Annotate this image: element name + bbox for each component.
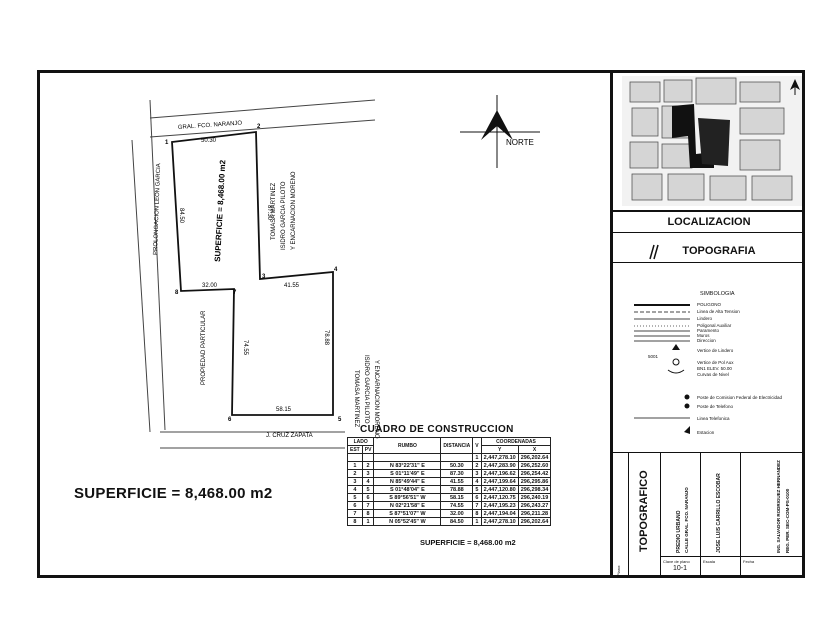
table-row: 1 2,447,278.10 296,202.64 xyxy=(348,454,551,462)
cuadro-footer: SUPERFICIE = 8,468.00 m2 xyxy=(420,538,516,547)
distance-label: 41.55 xyxy=(284,283,300,289)
header-est: EST xyxy=(348,446,363,454)
rule xyxy=(660,453,661,578)
table-row: 4 5 S 01°48'04" E 78.88 5 2,447,120.80 296,298.34 xyxy=(348,486,551,494)
table-row: 3 4 N 85°49'44" E 41.55 4 2,447,199.64 296,295.86 xyxy=(348,478,551,486)
escala-label: Escala xyxy=(703,559,716,564)
vertex-label: 6 xyxy=(228,417,232,423)
cuadro-title: CUADRO DE CONSTRUCCION xyxy=(360,424,514,435)
table-row: 7 8 S 87°51'07" W 32.00 8 2,447,194.04 296,211.28 xyxy=(348,510,551,518)
header-x: X xyxy=(518,446,551,454)
rule xyxy=(613,262,805,263)
legend-item: Poligonal Auxiliar xyxy=(697,323,732,328)
rule xyxy=(740,453,741,578)
vertex-label: 8 xyxy=(175,290,179,296)
legend-item: Muros xyxy=(697,333,710,338)
calle-text: CALLE GRAL. FCO. NARANJO xyxy=(684,487,689,553)
header-rumbo: RUMBO xyxy=(374,438,441,454)
construction-table xyxy=(347,437,551,526)
street-left: PROLONGACION LEON GARCIA xyxy=(153,163,163,256)
location-map xyxy=(622,76,802,206)
fecha-label: Fecha xyxy=(743,559,755,564)
topografia-icon xyxy=(648,244,660,260)
responsible-name: ING. SALVADOR RODRIGUEZ HERNANDEZ xyxy=(776,460,781,553)
north-label: NORTE xyxy=(506,138,534,147)
neighbor-2-line-1: TOMASA MARTINEZ xyxy=(353,370,359,428)
distance-label: 32.00 xyxy=(202,283,218,289)
lot-polygon xyxy=(172,132,333,415)
plano-label: Plano: xyxy=(616,564,621,576)
table-row: 8 1 N 05°52'45" W 84.50 1 2,447,278.10 296,202.64 xyxy=(348,518,551,526)
topografico-title: TOPOGRAFICO xyxy=(638,470,650,552)
legend-item: Linea de Alta Tension xyxy=(697,309,740,314)
superficie-total: SUPERFICIE = 8,468.00 m2 xyxy=(74,485,273,502)
vertex-label: 1 xyxy=(165,140,169,146)
header-coordenadas: COORDENADAS xyxy=(481,438,551,446)
header-pv: PV xyxy=(362,446,374,454)
neighbor-1-line-1: TOMASA MARTINEZ xyxy=(271,182,277,240)
street-top: GRAL. FCO. NARANJO xyxy=(177,120,243,131)
vertex-label: 5 xyxy=(338,417,342,423)
station-elev: BN1 ELEV. 50.00 xyxy=(697,366,732,371)
legend-item: Paramento xyxy=(697,328,720,333)
rule xyxy=(628,453,629,578)
distance-label: 50.30 xyxy=(201,138,217,144)
legend-item: POLIGONO xyxy=(697,302,722,307)
header-distancia: DISTANCIA xyxy=(441,438,473,454)
header-v: V xyxy=(473,438,481,454)
simbologia-title: SIMBOLOGIA xyxy=(700,291,735,297)
vertex-label: 4 xyxy=(334,267,338,273)
header-lado: LADO xyxy=(348,438,374,446)
legend-item: Poste de Comision Federal de Electricidad xyxy=(697,395,783,400)
predio-text: PREDIO URBANO xyxy=(676,510,682,553)
private-property-label: PROPIEDAD PARTICULAR xyxy=(201,310,207,385)
rule xyxy=(660,556,805,557)
rule xyxy=(613,210,805,212)
area-label-rotated: SUPERFICIE = 8,468.00 m2 xyxy=(213,159,228,263)
legend-symbols xyxy=(632,300,692,460)
distance-label: 78.88 xyxy=(323,330,329,346)
header-y: Y xyxy=(481,446,518,454)
localizacion-title: LOCALIZACION xyxy=(667,216,751,228)
rule xyxy=(613,452,805,453)
table-row: 5 6 S 89°56'51" W 58.15 6 2,447,120.75 296,240.19 xyxy=(348,494,551,502)
legend-item: Poste de Telefono xyxy=(697,404,733,409)
table-row: 1 2 N 83°22'31" E 50.30 2 2,447,283.90 296,252.60 xyxy=(348,462,551,470)
legend-item: Curvas de Nivel xyxy=(697,372,729,377)
distance-label: 74.55 xyxy=(242,340,248,356)
legend-item: Vertice de Pol Aux xyxy=(697,360,734,365)
owner-name: JOSE LUIS CARRILLO ESCOBAR xyxy=(716,473,722,553)
vertex-label: 2 xyxy=(257,124,261,130)
neighbor-2-line-2: ISIDRO GARCIA PILOTO xyxy=(363,355,369,424)
clave-label: Clave de plano xyxy=(663,559,690,564)
rule xyxy=(700,453,701,578)
distance-label: 84.50 xyxy=(178,208,184,224)
clave-value: 10-1 xyxy=(673,565,688,572)
legend-item: Vertice de Lindero xyxy=(697,348,734,353)
table-row: 2 3 S 01°11'49" E 87.30 3 2,447,196.62 296,254.42 xyxy=(348,470,551,478)
registration: REG. PER. SEC-COM-PS-0100 xyxy=(785,488,790,553)
north-arrow-icon xyxy=(460,95,540,168)
vertex-label: 3 xyxy=(262,274,266,280)
map-north-icon xyxy=(788,78,802,96)
distance-label: 87.30 xyxy=(266,205,272,221)
street-bottom: J. CRUZ ZAPATA xyxy=(266,433,313,439)
topografia-title: TOPOGRAFIA xyxy=(682,245,756,257)
distance-label: 58.15 xyxy=(276,407,292,413)
legend-item: Lindero xyxy=(697,316,713,321)
legend-item: Linea Telefonica xyxy=(697,416,730,421)
neighbor-2-line-3: Y ENCARNACION MORENO xyxy=(373,360,379,439)
legend-item: Estacion xyxy=(697,430,715,435)
neighbor-1-line-3: Y ENCARNACION MORENO xyxy=(291,171,297,250)
neighbor-1-line-2: ISIDRO GARCIA PILOTO xyxy=(281,181,287,250)
sheet-divider xyxy=(610,70,613,578)
table-row: 6 7 N 02°21'58" E 74.55 7 2,447,195.23 296,243.27 xyxy=(348,502,551,510)
station-code: 5001 xyxy=(648,354,659,359)
rule xyxy=(613,232,805,233)
vertex-label: 7 xyxy=(233,290,237,296)
legend-item: Direccion xyxy=(697,338,716,343)
